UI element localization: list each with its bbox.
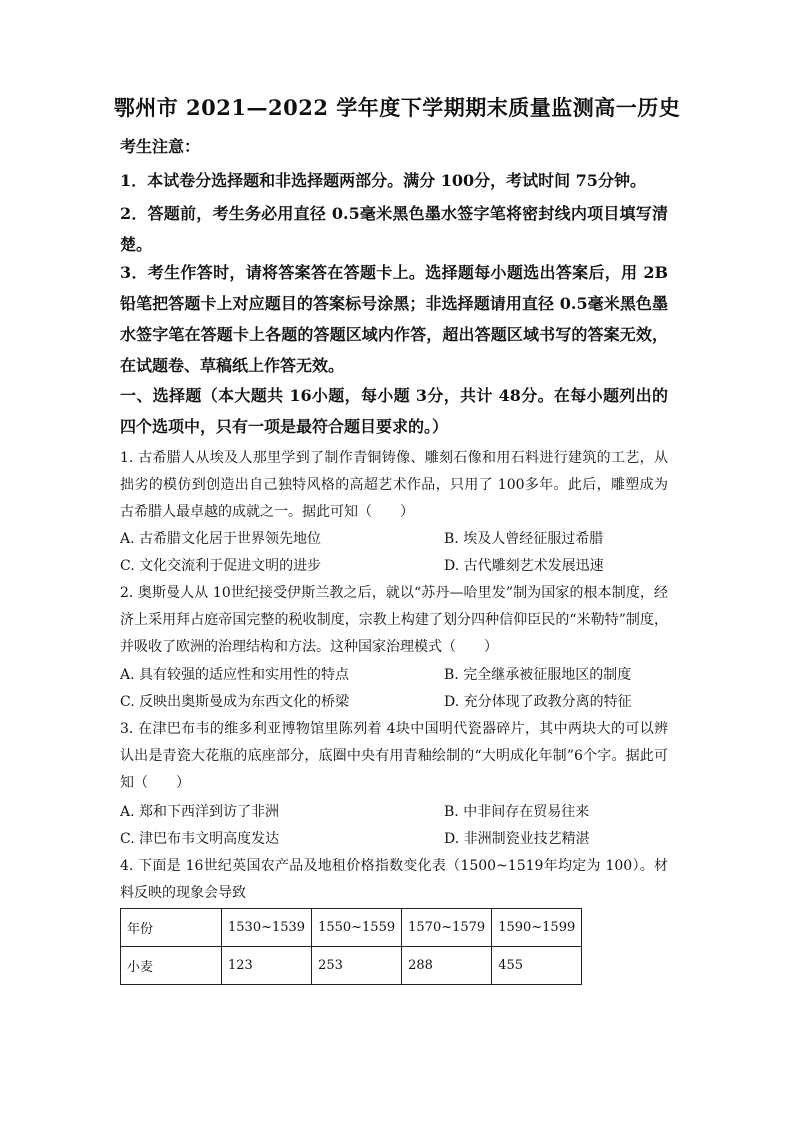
page-title: 鄂州市 2021—2022 学年度下学期期末质量监测高一历史 [113,95,681,120]
table-cell: 123 [222,947,312,985]
table-row [121,947,582,985]
question-1-option-b: B. 埃及人曾经征服过希腊 [444,531,604,547]
question-3-option-a: A. 郑和下西洋到访了非洲 [120,804,280,820]
question-4-stem: 4. 下面是 16世纪英国农产品及地租价格指数变化表（1500~1519年均定为 100）。材料反映的现象会导致 [120,858,668,901]
notice-item-2: 2．答题前，考生务必用直径 0.5毫米黑色墨水签字笔将密封线内项目填写清楚。 [120,204,668,254]
question-2-option-d: D. 充分体现了政教分离的特征 [444,694,632,710]
section-heading: 一、选择题（本大题共 16小题，每小题 3分，共计 48分。在每小题列出的四个选项中，只有一项是最符合题目要求的。） [120,386,668,436]
table-cell: 小麦 [121,947,222,985]
question-1-option-d: D. 古代雕刻艺术发展迅速 [444,558,604,574]
question-3-option-c: C. 津巴布韦文明高度发达 [120,831,280,847]
question-1-stem: 1. 古希腊人从埃及人那里学到了制作青铜铸像、雕刻石像和用石料进行建筑的工艺，从拙劣的模仿到创造出自己独特风格的高超艺术作品，只用了 100多年。此后，雕塑成为古希腊人最卓越的成就之一。据此可知（ ） [120,450,668,520]
question-2-option-a: A. 具有较强的适应性和实用性的特点 [120,667,350,683]
table-cell: 1590~1599 [492,909,582,947]
table-cell: 年份 [121,909,222,947]
price-index-table [120,908,582,985]
notice-item-3: 3．考生作答时，请将答案答在答题卡上。选择题每小题选出答案后，用 2B铅笔把答题卡上对应题目的答案标号涂黑；非选择题请用直径 0.5毫米黑色墨水签字笔在答题卡上各题的答题区域内作答，超出答题区域书写的答案无效，在试题卷、草稿纸上作答无效。 [120,263,668,375]
question-1-option-c: C. 文化交流利于促进文明的进步 [120,558,322,574]
question-2-option-c: C. 反映出奥斯曼成为东西文化的桥梁 [120,694,350,710]
table-cell: 288 [402,947,492,985]
table-row [121,909,582,947]
table-cell: 1550~1559 [312,909,402,947]
question-1-option-a: A. 古希腊文化居于世界领先地位 [120,531,322,547]
table-cell: 253 [312,947,402,985]
notice-item-1: 1．本试卷分选择题和非选择题两部分。满分 100分，考试时间 75分钟。 [120,171,646,190]
question-3-stem: 3. 在津巴布韦的维多利亚博物馆里陈列着 4块中国明代瓷器碎片，其中两块大的可以辨认出是青瓷大花瓶的底座部分，底圈中央有用青釉绘制的“大明成化年制”6个字。据此可知（ ） [120,721,668,791]
question-2-option-b: B. 完全继承被征服地区的制度 [444,667,632,683]
question-2-stem: 2. 奥斯曼人从 10世纪接受伊斯兰教之后，就以“苏丹—哈里发”制为国家的根本制度，经济上采用拜占庭帝国完整的税收制度，宗教上构建了划分四种信仰臣民的“米勒特”制度，并吸收了欧洲的治理结构和方法。这种国家治理模式（ ） [120,585,668,655]
table-cell: 1570~1579 [402,909,492,947]
table-cell: 1530~1539 [222,909,312,947]
question-3-option-d: D. 非洲制瓷业技艺精湛 [444,831,590,847]
table-cell: 455 [492,947,582,985]
question-3-option-b: B. 中非间存在贸易往来 [444,804,590,820]
notice-heading: 考生注意： [120,137,201,156]
